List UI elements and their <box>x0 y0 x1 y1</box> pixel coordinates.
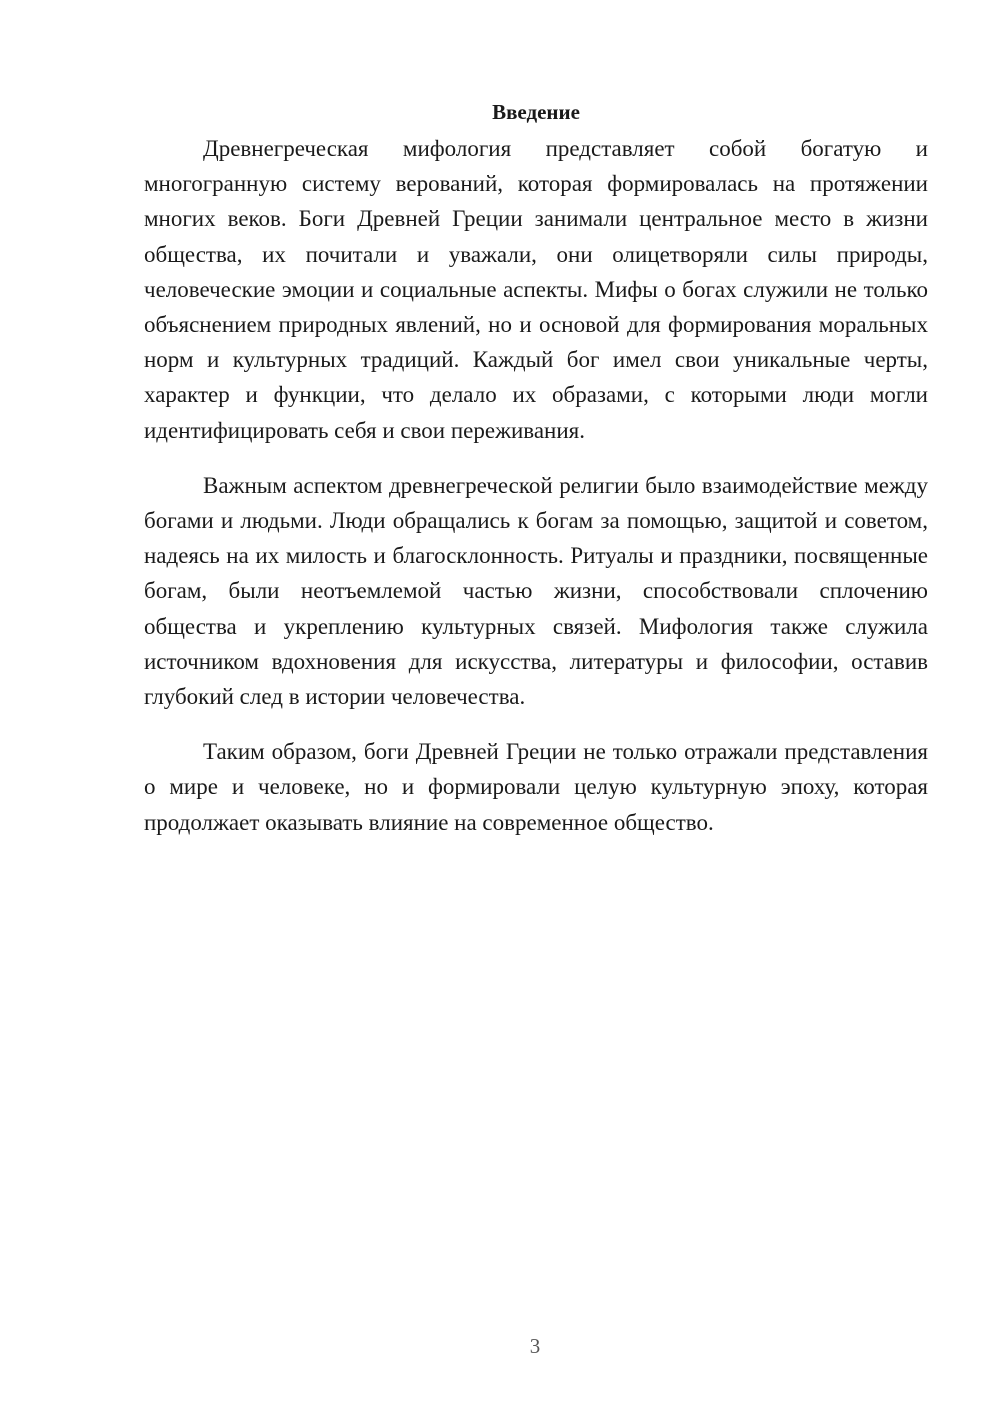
section-heading: Введение <box>492 100 580 124</box>
page-content <box>144 97 928 860</box>
paragraph-1: Древнегреческая мифология представляет собой богатую и многогранную систему верований, которая формировалась на протяжении многих веков. Боги Древней Греции занимали центральное место в жизни общества, их почитали и уважали, они олицетворяли силы природы, человеческие эмоции и социальные аспекты. Мифы о богах служили не только объяснением природных явлений, но и основой для формирования моральных норм и культурных традиций. Каждый бог имел свои уникальные черты, характер и функции, что делало их образами, с которыми люди могли идентифицировать себя и свои переживания. <box>144 136 928 443</box>
paragraph-2: Важным аспектом древнегреческой религии было взаимодействие между богами и людьми. Люди обращались к богам за помощью, защитой и советом, надеясь на их милость и благосклонность. Ритуалы и праздники, посвященные богам, были неотъемлемой частью жизни, способствовали сплочению общества и укреплению культурных связей. Мифология также служила источником вдохновения для искусства, литературы и философии, оставив глубокий след в истории человечества. <box>144 472 928 710</box>
page-number: 3 <box>529 1334 541 1358</box>
paragraph-3: Таким образом, боги Древней Греции не только отражали представления о мире и человеке, но и формировали целую культурную эпоху, которая продолжает оказывать влияние на современное общество. <box>144 739 928 835</box>
